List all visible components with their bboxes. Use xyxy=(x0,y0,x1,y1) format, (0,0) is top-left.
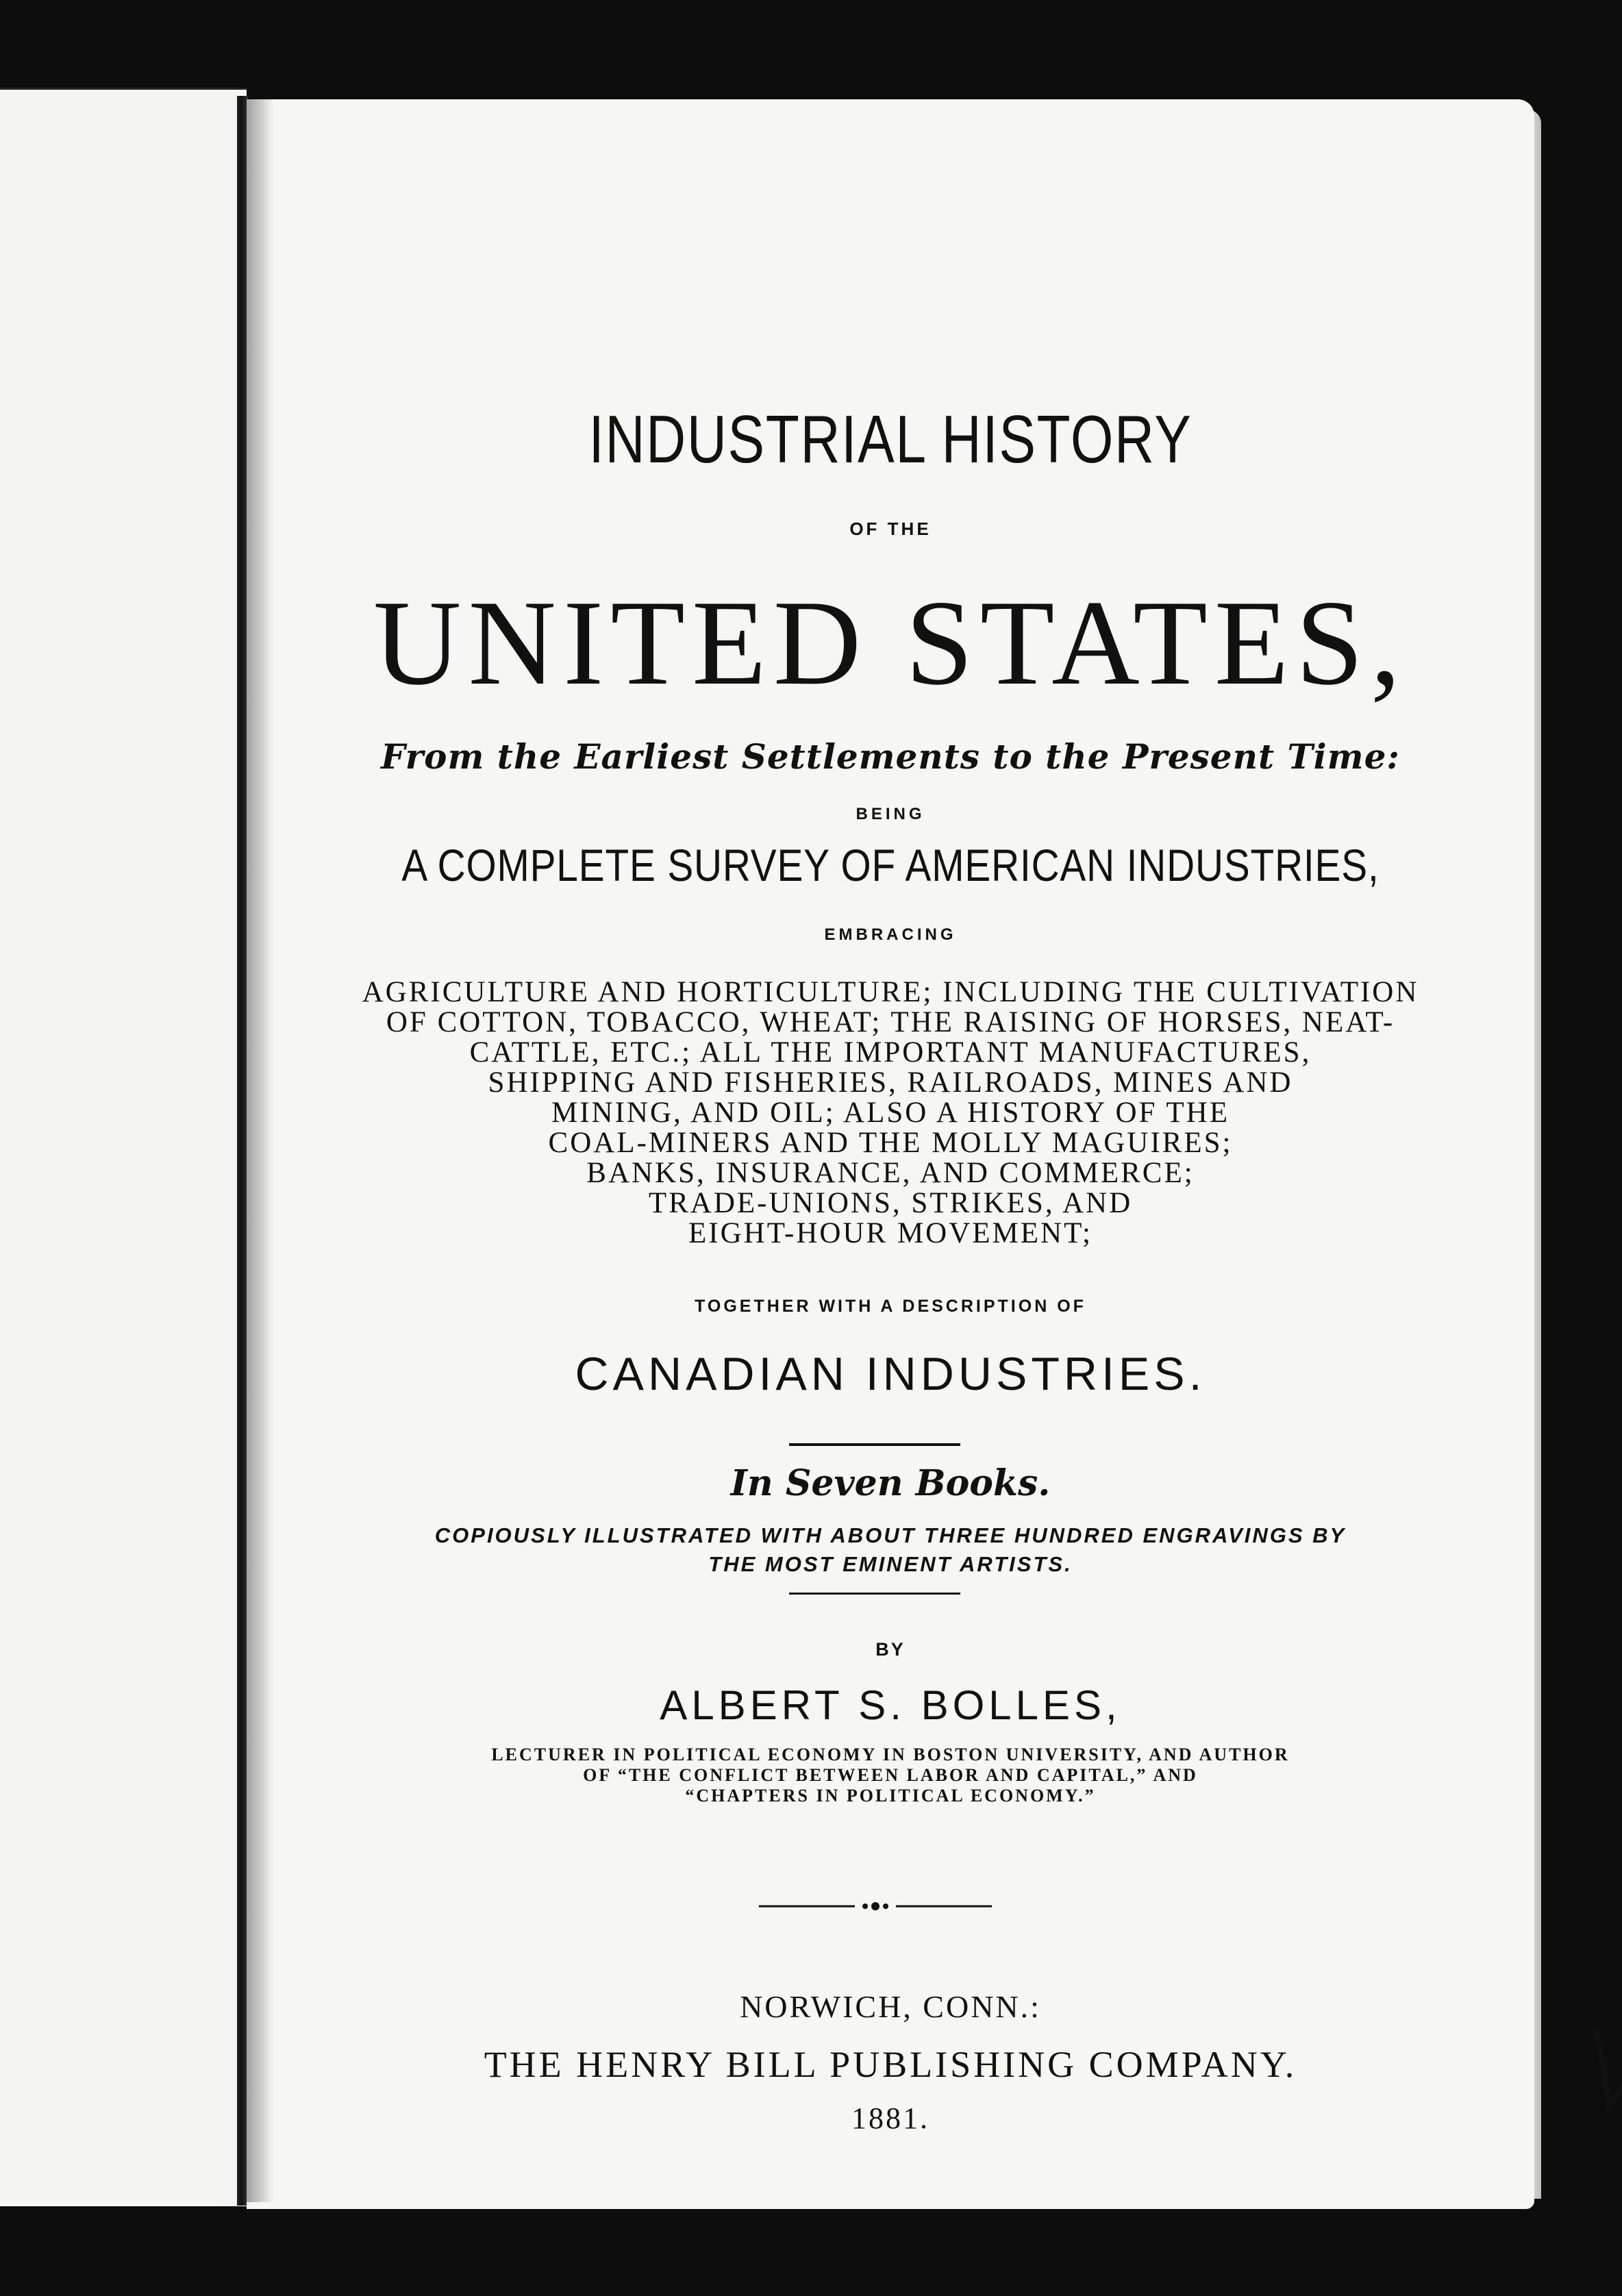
title-top: INDUSTRIAL HISTORY xyxy=(588,401,1193,477)
embracing-label: EMBRACING xyxy=(824,925,957,944)
topic-line: MINING, AND OIL; ALSO A HISTORY OF THE xyxy=(551,1097,1230,1129)
topic-line: EIGHT-HOUR MOVEMENT; xyxy=(688,1217,1093,1249)
handwritten-checkmark-icon xyxy=(1589,1969,1622,2113)
subtitle: From the Earliest Settlements to the Present Time: xyxy=(381,736,1400,777)
topic-line: OF COTTON, TOBACCO, WHEAT; THE RAISING OF HORSES, NEAT- xyxy=(386,1006,1395,1038)
illustrated-line: THE MOST EMINENT ARTISTS. xyxy=(708,1552,1073,1576)
survey-line: A COMPLETE SURVEY OF AMERICAN INDUSTRIES, xyxy=(401,840,1380,890)
title-main: UNITED STATES, xyxy=(373,575,1408,710)
being-label: BEING xyxy=(856,805,925,823)
topic-line: SHIPPING AND FISHERIES, RAILROADS, MINES AND xyxy=(488,1066,1293,1099)
facing-page xyxy=(0,88,247,2206)
topic-line: AGRICULTURE AND HORTICULTURE; INCLUDING THE CULTIVATION xyxy=(362,976,1419,1008)
publication-place: NORWICH, CONN.: xyxy=(740,1989,1041,2024)
topic-line: CATTLE, ETC.; ALL THE IMPORTANT MANUFACTURES, xyxy=(469,1036,1312,1069)
publication-year: 1881. xyxy=(851,2101,929,2135)
credential-line: LECTURER IN POLITICAL ECONOMY IN BOSTON UNIVERSITY, AND AUTHOR xyxy=(491,1745,1290,1764)
title-of: OF THE xyxy=(849,519,932,539)
divider-rule xyxy=(789,1443,960,1446)
topic-line: TRADE-UNIONS, STRIKES, AND xyxy=(648,1187,1133,1219)
by-label: BY xyxy=(875,1639,906,1660)
together-line: TOGETHER WITH A DESCRIPTION OF xyxy=(695,1297,1086,1316)
topics-list xyxy=(247,977,1534,1249)
ornament-rule-icon xyxy=(759,1898,992,1914)
topic-line: COAL-MINERS AND THE MOLLY MAGUIRES; xyxy=(548,1127,1233,1159)
illustrated-note xyxy=(247,1521,1534,1579)
topic-line: BANKS, INSURANCE, AND COMMERCE; xyxy=(586,1157,1195,1189)
illustrated-line: COPIOUSLY ILLUSTRATED WITH ABOUT THREE HUNDRED ENGRAVINGS BY xyxy=(434,1523,1347,1547)
canadian-heading: CANADIAN INDUSTRIES. xyxy=(575,1348,1206,1400)
title-page xyxy=(247,99,1534,2209)
divider-rule xyxy=(789,1593,960,1595)
publisher-name: THE HENRY BILL PUBLISHING COMPANY. xyxy=(484,2044,1297,2085)
credential-line: “CHAPTERS IN POLITICAL ECONOMY.” xyxy=(685,1786,1096,1806)
author-credentials xyxy=(247,1745,1534,1806)
credential-line: OF “THE CONFLICT BETWEEN LABOR AND CAPITAL,” AND xyxy=(583,1765,1198,1785)
seven-books: In Seven Books. xyxy=(730,1462,1051,1504)
author-name: ALBERT S. BOLLES, xyxy=(660,1682,1121,1728)
